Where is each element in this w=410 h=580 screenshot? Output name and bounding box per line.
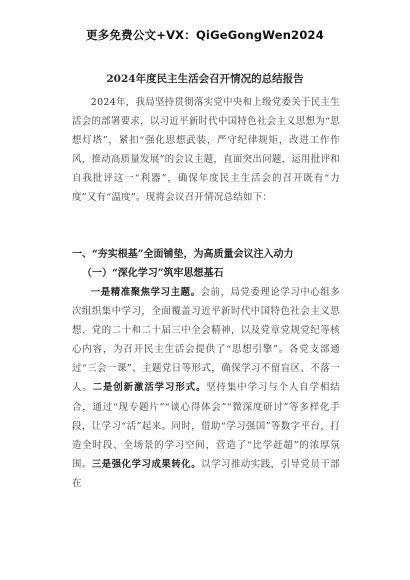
point-2-text: 坚持集中学习与个人自学相结合，通过“现专题片”“谈心得体会”“微深度研讨”等多样化手段，让学习“活”起来。同时，借助“学习强国”等数字平台，打造全时段、全场景的学习空间，营造了“比学赶超”的浓厚氛围。 (72, 382, 340, 470)
body-paragraph-block (72, 283, 340, 493)
intro-paragraph: 2024年，我局坚持贯彻落实党中央和上级党委关于民主生活会的部署要求，以习近平新时代中国特色社会主义思想为“思想灯塔”，紧扣“强化思想武装，严守纪律规矩，改进工作作风，推动高质量发展”的会议主题，直面突出问题，运用批评和自我批评这一“利器”，确保年度民主生活会的召开既有“力度”又有“温度”。现将会议召开情况总结如下： (72, 97, 340, 204)
point-1-text: 会前，局党委理论学习中心组多次组织集中学习，全面覆盖习近平新时代中国特色社会主义思想、党的二十和二十届三中全会精神，以及党章党规党纪等核心内容，为召开民主生活会提供了“思想引擎”。各党支部通过“三会一课”、主题党日等形式，确保学习不留盲区、不落一人。 (72, 287, 340, 394)
point-3-text: 以学习推动实践，引导党员干部在 (72, 458, 340, 489)
section-heading: 一、“夯实根基”全面铺垫，为高质量会议注入动力 (72, 249, 294, 260)
point-2-lead: 二是创新激活学习形式。 (92, 382, 207, 394)
point-3-lead: 三是强化学习成果转化。 (91, 458, 202, 470)
intro-block (72, 93, 340, 208)
body-paragraph (72, 283, 340, 493)
subsection-heading: （一）“深化学习”筑牢思想基石 (82, 268, 224, 279)
section-1-block (72, 245, 340, 283)
document-title: 2024年度民主生活会召开情况的总结报告 (106, 73, 304, 85)
watermark-text: 更多免费公文+VX：QiGeGongWen2024 (86, 28, 324, 42)
point-1-lead: 一是精准聚焦学习主题。 (90, 287, 201, 298)
